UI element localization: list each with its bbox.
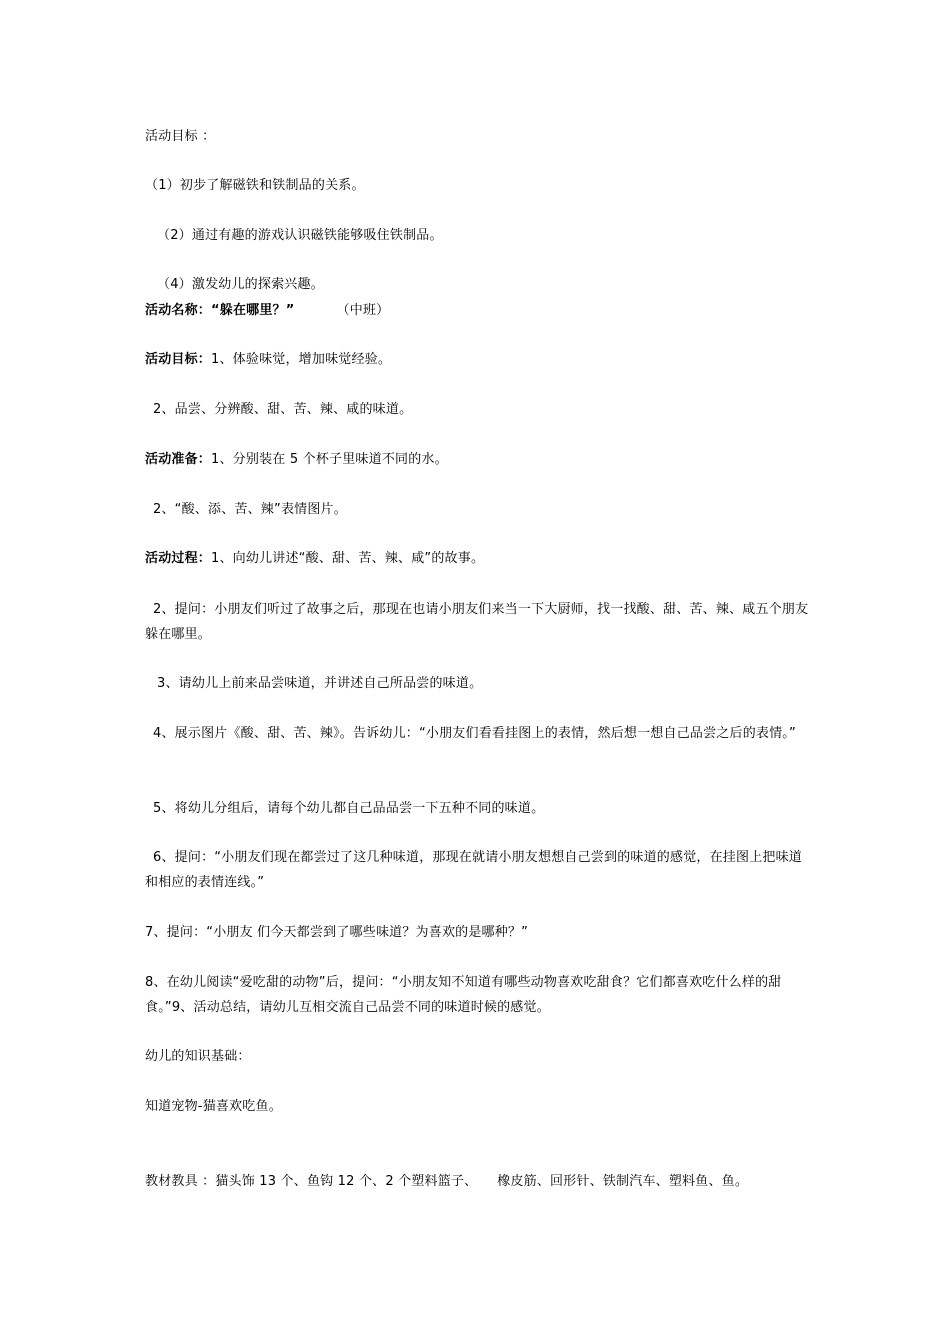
materials-text: 教材教具 ：猫头饰 13 个、鱼钩 12 个、2 个塑料篮子、 橡皮筋、回形针、铁制汽车、塑料鱼、鱼。 <box>145 1174 749 1189</box>
process-8-9: 8、在幼儿阅读“爱吃甜的动物”后，提问：“小朋友知不知道有哪些动物喜欢吃甜食？它们都喜欢吃什么样的甜食。”9、活动总结，请幼儿互相交流自己品尝不同的味道时候的感觉。 <box>145 975 782 1015</box>
prep-2: 2、“酸、添、苦、辣”表情图片。 <box>153 502 347 517</box>
activity-class: （中班） <box>336 303 390 318</box>
activity-name-label: 活动名称：“躲在哪里？” <box>145 303 295 318</box>
goals-label: 活动目标： <box>145 352 212 367</box>
process-1: 1、向幼儿讲述“酸、甜、苦、辣、咸”的故事。 <box>211 551 485 566</box>
process-2: 2、提问：小朋友们听过了故事之后，那现在也请小朋友们来当一下大厨师，找一找酸、甜、苦、辣、咸五个朋友躲在哪里。 <box>145 602 809 642</box>
goals-row <box>145 347 810 372</box>
objective-1: （1）初步了解磁铁和铁制品的关系。 <box>145 178 365 193</box>
prep-row <box>145 447 810 472</box>
process-5: 5、将幼儿分组后，请每个幼儿都自己品品尝一下五种不同的味道。 <box>153 801 545 816</box>
activity-name-row <box>145 298 810 323</box>
objective-4: （4）激发幼儿的探索兴趣。 <box>157 277 324 292</box>
process-4: 4、展示图片《酸、甜、苦、辣》。告诉幼儿：“小朋友们看看挂图上的表情，然后想一想自己品尝之后的表情。” <box>153 726 796 741</box>
process-label: 活动过程： <box>145 551 212 566</box>
knowledge-text: 知道宠物-猫喜欢吃鱼。 <box>145 1099 282 1114</box>
objectives-heading: 活动目标 ： <box>145 129 216 144</box>
process-7: 7、提问：“小朋友 们今天都尝到了哪些味道？为喜欢的是哪种？” <box>145 925 529 940</box>
prep-label: 活动准备： <box>145 452 212 467</box>
goal-2: 2、品尝、分辨酸、甜、苦、辣、咸的味道。 <box>153 402 413 417</box>
process-6: 6、提问：“小朋友们现在都尝过了这几种味道，那现在就请小朋友想想自己尝到的味道的感觉，在挂图上把味道和相应的表情连线。” <box>145 850 803 890</box>
knowledge-heading: 幼儿的知识基础： <box>145 1049 251 1064</box>
objective-2: （2）通过有趣的游戏认识磁铁能够吸住铁制品。 <box>157 228 443 243</box>
prep-1: 1、分别装在 5 个杯子里味道不同的水。 <box>211 452 448 467</box>
process-row <box>145 546 810 571</box>
process-3: 3、请幼儿上前来品尝味道，并讲述自己所品尝的味道。 <box>157 676 483 691</box>
goal-1: 1、体验味觉，增加味觉经验。 <box>211 352 392 367</box>
